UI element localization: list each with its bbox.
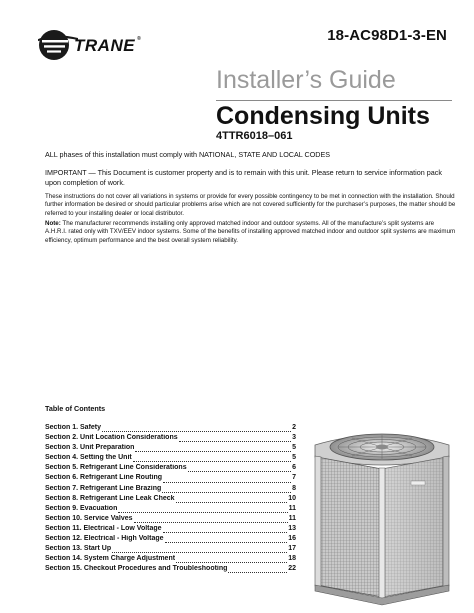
toc-leader [112,546,287,553]
toc-item-page: 6 [292,464,296,472]
document-code: 18-AC98D1-3-EN [327,27,447,44]
toc-item-title: Section 14. System Charge Adjustment [45,555,176,563]
toc-item-page: 5 [292,444,296,452]
toc-leader [163,526,288,533]
toc-leader [228,566,287,573]
toc-leader [163,476,291,483]
instructions-paragraph: These instructions do not cover all variations in systems or provide for every possible contingency to be met in connection with the installation. Should further information be desired or should particular problems arise which are not covered sufficiently for the purchaser’s purposes, the matter should be referred to your installing dealer or local distributor. [45,193,456,217]
toc-item-title: Section 1. Safety [45,424,102,431]
toc-item[interactable] [45,545,296,555]
toc-item-title: Section 7. Refrigerant Line Brazing [45,484,162,492]
toc-item[interactable] [45,474,296,484]
title-divider [216,100,452,101]
toc-item[interactable] [45,485,296,495]
toc-item-title: Section 13. Start Up [45,545,112,553]
note-text: The manufacturer recommends installing only approved matched indoor and outdoor systems. All of the manufacture’s split systems are A.H.R.I. rated only with TXV/EEV indoor systems. Some of the benefits of installing approved matched indoor and outdoor split systems are maximum efficiency, optimum performance and the best overall system reliability. [45,220,456,244]
toc-item[interactable] [45,434,296,444]
toc-leader [135,445,291,452]
toc-item[interactable] [45,444,296,454]
toc-item-page: 18 [288,555,296,563]
toc-item-page: 11 [288,504,296,512]
toc-leader [188,465,292,472]
toc-item[interactable] [45,525,296,535]
toc-item-title: Section 2. Unit Location Considerations [45,434,178,442]
model-number: 4TTR6018–061 [216,130,293,142]
toc-item-title: Section 3. Unit Preparation [45,444,135,452]
toc-item[interactable] [45,515,296,525]
toc-item[interactable] [45,555,296,565]
table-of-contents [45,424,296,575]
toc-item-page: 10 [288,494,296,502]
toc-item[interactable] [45,454,296,464]
toc-item-page: 17 [288,545,296,553]
toc-item[interactable] [45,424,296,434]
toc-item-title: Section 8. Refrigerant Line Leak Check [45,494,175,502]
toc-item-page: 5 [292,454,296,462]
toc-leader [134,516,288,523]
toc-item[interactable] [45,535,296,545]
toc-leader [133,455,291,462]
toc-leader [165,536,288,543]
toc-leader [102,425,291,432]
toc-item-page: 3 [292,434,296,442]
registered-mark: ® [137,36,142,42]
toc-item-title: Section 10. Service Valves [45,514,133,522]
toc-item-page: 22 [288,565,296,573]
brand-name: TRANE [74,36,136,55]
toc-item-title: Section 11. Electrical - Low Voltage [45,524,162,532]
toc-item-page: 8 [292,484,296,492]
toc-item-page: 2 [292,424,296,431]
toc-item-title: Section 15. Checkout Procedures and Troubleshooting [45,565,228,573]
toc-item[interactable] [45,495,296,505]
compliance-statement: ALL phases of this installation must comply with NATIONAL, STATE AND LOCAL CODES [45,150,331,159]
toc-item-page: 16 [288,535,296,543]
toc-leader [176,556,287,563]
toc-item-page: 11 [288,514,296,522]
toc-item-page: 7 [292,474,296,482]
toc-leader [176,496,288,503]
toc-item-title: Section 5. Refrigerant Line Considerations [45,464,187,472]
brand-wordmark [74,36,141,56]
important-notice: IMPORTANT — This Document is customer property and is to remain with this unit. Please return to service information pack upon completion of work. [45,168,442,187]
guide-title: Installer’s Guide [216,66,396,94]
toc-leader [118,506,287,513]
toc-item-title: Section 9. Evacuation [45,504,118,512]
toc-item-title: Section 12. Electrical - High Voltage [45,535,164,543]
toc-item[interactable] [45,505,296,515]
toc-leader [162,486,291,493]
main-title: Condensing Units [216,102,430,130]
toc-item-title: Section 6. Refrigerant Line Routing [45,474,163,482]
toc-item[interactable] [45,464,296,474]
toc-item-page: 13 [288,524,296,532]
note-label: Note: [45,220,61,227]
note-paragraph [45,220,457,245]
toc-heading: Table of Contents [45,404,106,413]
toc-item-title: Section 4. Setting the Unit [45,454,132,462]
condensing-unit-illustration [307,423,457,608]
toc-leader [179,435,291,442]
toc-item[interactable] [45,565,296,575]
